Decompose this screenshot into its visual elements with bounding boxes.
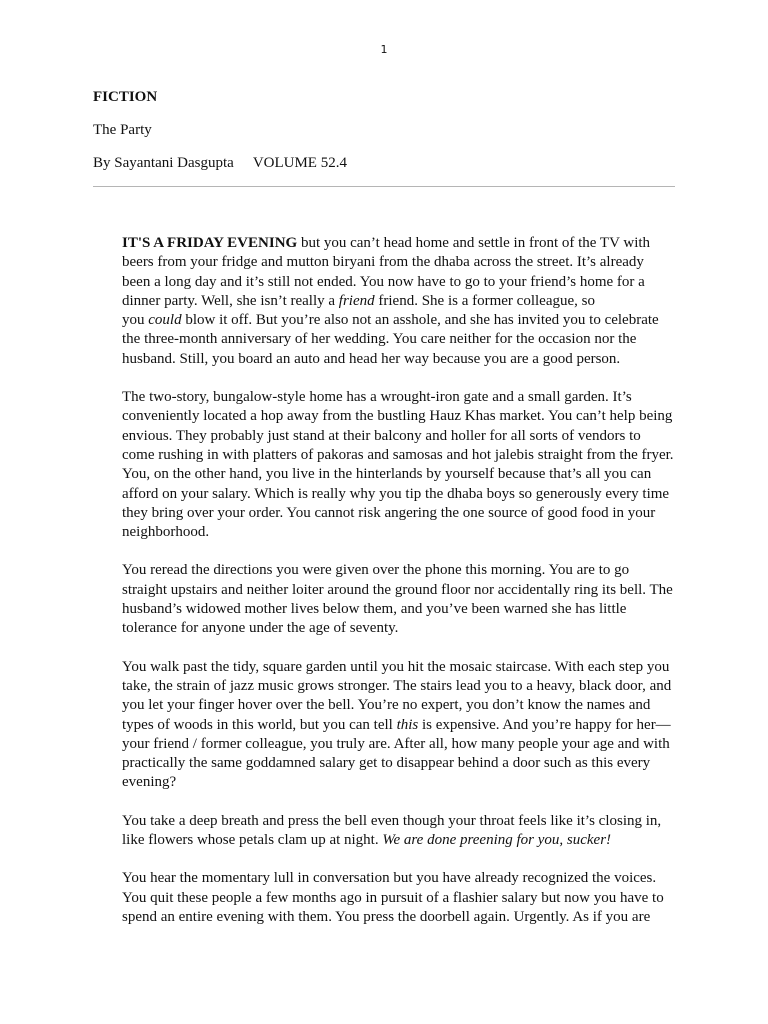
text-line: straight upstairs and neither loiter around the ground floor nor accidentally ring its bell. The [122, 581, 673, 598]
text-line [122, 311, 697, 330]
text-line: You hear the momentary lull in conversation but you have already recognized the voices. [122, 870, 657, 887]
text-span: blow it off. But you’re also not an asshole, and she has invited you to celebrate [181, 312, 659, 329]
text-line: You take a deep breath and press the bell even though your throat feels like it’s closing in, [122, 812, 662, 829]
text-line [122, 716, 697, 735]
paragraph-2 [122, 388, 697, 542]
text-span: types of woods in this world, but you can tell [122, 716, 397, 733]
text-line: the three-month anniversary of her wedding. You care neither for the occasion nor the [122, 331, 637, 348]
text-line: The two-story, bungalow-style home has a wrought-iron gate and a small garden. It’s [122, 389, 632, 406]
page-number: 1 [380, 43, 388, 56]
text-line: spend an entire evening with them. You press the doorbell again. Urgently. As if you are [122, 908, 651, 925]
text-line: evening? [122, 774, 177, 791]
text-line: You quit these people a few months ago in pursuit of a flashier salary but now you have to [122, 889, 664, 906]
paragraph-1 [122, 234, 697, 369]
emphasis: friend [338, 292, 375, 309]
text-line: husband’s widowed mother lives below them, and you’ve been warned she has little [122, 601, 627, 618]
text-line: take, the strain of jazz music grows stronger. The stairs lead you to a heavy, black door, and [122, 677, 672, 694]
text-line: your friend / former colleague, you truly are. After all, how many people your age and with [122, 735, 670, 752]
text-line [122, 234, 697, 253]
volume-label: VOLUME 52.4 [252, 155, 347, 171]
text-line: You walk past the tidy, square garden until you hit the mosaic staircase. With each step you [122, 658, 670, 675]
paragraph-3 [122, 561, 697, 638]
emphasis: this [396, 716, 419, 733]
text-line: conveniently located a hop away from the bustling Hauz Khas market. You can’t help being [122, 408, 673, 425]
text-line [122, 831, 697, 850]
text-span: dinner party. Well, she isn’t really a [122, 292, 339, 309]
text-line: afford on your salary. Which is really why you tip the dhaba boys so generously every time [122, 485, 670, 502]
lead-in: IT'S A FRIDAY EVENING [122, 235, 298, 251]
header-divider [93, 186, 675, 187]
text-span: like flowers whose petals clam up at night. [122, 832, 383, 849]
text-line: You reread the directions you were given over the phone this morning. You are to go [122, 562, 630, 579]
text-span: is expensive. And you’re happy for her— [418, 716, 671, 733]
text-line: tolerance for anyone under the age of seventy. [122, 620, 399, 637]
text-line: beers from your fridge and mutton biryani from the dhaba across the street. It’s already [122, 254, 644, 271]
section-label: FICTION [93, 89, 158, 105]
text-line: envious. They probably just stand at their balcony and holler for all sorts of vendors to [122, 427, 641, 444]
emphasis: We are done preening for you, sucker! [382, 832, 612, 849]
text-line: been a long day and it’s still not ended. You now have to go to your friend’s home for a [122, 273, 645, 290]
text-line [122, 292, 697, 311]
text-span: friend. She is a former colleague, so [374, 292, 595, 309]
story-title: The Party [93, 122, 152, 138]
text-line: neighborhood. [122, 524, 210, 541]
text-line: practically the same goddamned salary get to disappear behind a door such as this every [122, 755, 651, 772]
paragraph-5 [122, 812, 697, 851]
byline [93, 154, 347, 172]
text-span: but you can’t head home and settle in front of the TV with [297, 235, 651, 251]
text-line: they bring over your order. You cannot risk angering the one source of good food in your [122, 504, 656, 521]
paragraph-4 [122, 658, 697, 793]
text-span: you [122, 312, 149, 329]
emphasis: could [148, 312, 182, 329]
text-line: come rushing in with platters of pakoras and samosas and hot jalebis straight from the fryer. [122, 446, 674, 463]
paragraph-6 [122, 869, 697, 927]
text-line: You, on the other hand, you live in the hinterlands by yourself because that’s all you can [122, 466, 652, 483]
author-name: By Sayantani Dasgupta [93, 155, 234, 171]
article-header [93, 88, 347, 172]
story-body [122, 234, 697, 946]
text-line: you let your finger hover over the bell. You’re no expert, you don’t know the names and [122, 697, 651, 714]
text-line: husband. Still, you board an auto and head her way because you are a good person. [122, 350, 621, 367]
